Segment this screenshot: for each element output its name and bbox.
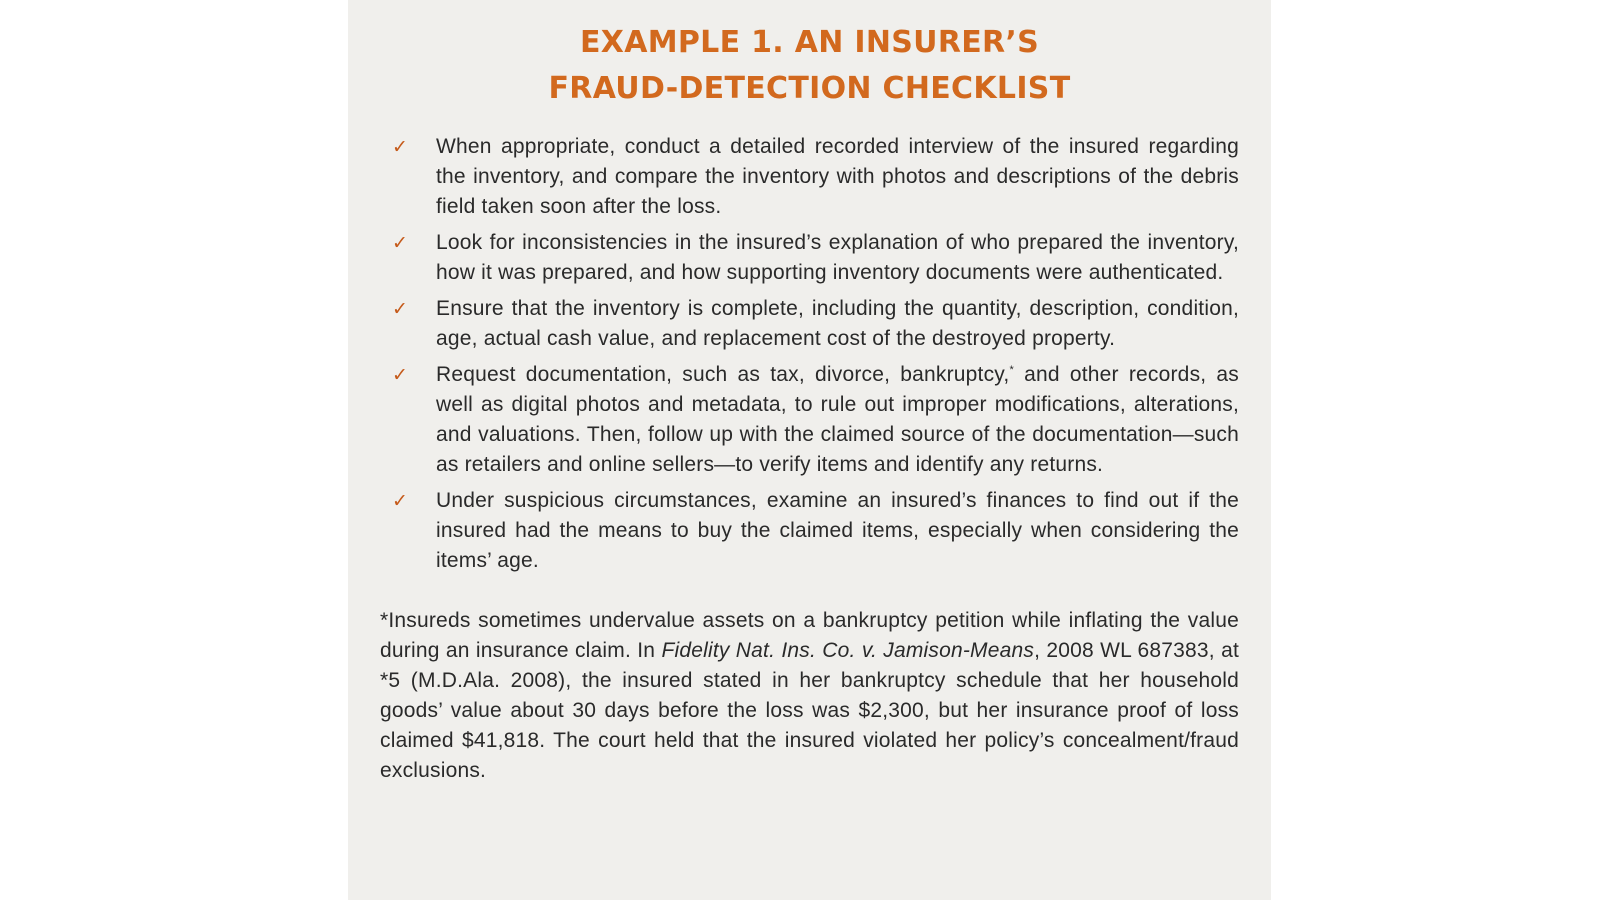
check-icon: ✓ — [392, 364, 408, 386]
checklist-item-text — [436, 360, 1239, 480]
check-icon: ✓ — [392, 490, 408, 512]
checklist-item-finances — [380, 486, 1239, 576]
checklist-item-text: Look for inconsistencies in the insured’s explanation of who prepared the inventory, how it was prepared, and how supporting inventory documents were authenticated. — [436, 231, 1239, 284]
checklist-item-text: Under suspicious circumstances, examine an insured’s finances to find out if the insured had the means to buy the claimed items, especially when considering the items’ age. — [436, 489, 1239, 572]
checklist-item-text-end: and other records, as well as digital photos and metadata, to rule out improper modifications, alterations, and valuations. Then, follow up with the claimed source of the documentation—such as retailers and online sellers—to verify items and identify any returns. — [436, 363, 1240, 476]
footnote-text-start: *Insureds sometimes undervalue assets on a bankruptcy petition while inflating the value during an insurance claim. In — [380, 609, 1239, 662]
check-icon: ✓ — [392, 298, 408, 320]
page-title — [380, 20, 1239, 112]
checklist-item-complete-inventory — [380, 294, 1239, 354]
checklist-item-text: When appropriate, conduct a detailed recorded interview of the insured regarding the inventory, and compare the inventory with photos and descriptions of the debris field taken soon after the loss. — [436, 135, 1239, 218]
checklist-item-documentation — [380, 360, 1239, 480]
footnote-text-end: , 2008 WL 687383, at *5 (M.D.Ala. 2008), the insured stated in her bankruptcy schedule that her household goods’ value about 30 days before the loss was $2,300, but her insurance proof of loss claimed $41,818. The court held that the insured violated her policy’s concealment/fraud exclusions. — [380, 639, 1239, 782]
footnote — [380, 606, 1239, 786]
checklist-item-text: Ensure that the inventory is complete, including the quantity, description, condition, age, actual cash value, and replacement cost of the destroyed property. — [436, 297, 1239, 350]
title-line-2: FRAUD-DETECTION CHECKLIST — [548, 71, 1071, 106]
case-name: Fidelity Nat. Ins. Co. v. Jamison-Means — [661, 639, 1035, 662]
checklist-item-text-start: Request documentation, such as tax, divorce, bankruptcy, — [436, 363, 1010, 386]
checklist-item-inconsistencies — [380, 228, 1239, 288]
check-icon: ✓ — [392, 232, 408, 254]
checklist-item-interview — [380, 132, 1239, 222]
checklist-panel — [348, 0, 1271, 900]
footnote-marker: * — [1009, 364, 1014, 376]
check-icon: ✓ — [392, 136, 408, 158]
fraud-detection-checklist — [380, 132, 1239, 576]
title-line-1: EXAMPLE 1. AN INSURER’S — [579, 25, 1040, 60]
